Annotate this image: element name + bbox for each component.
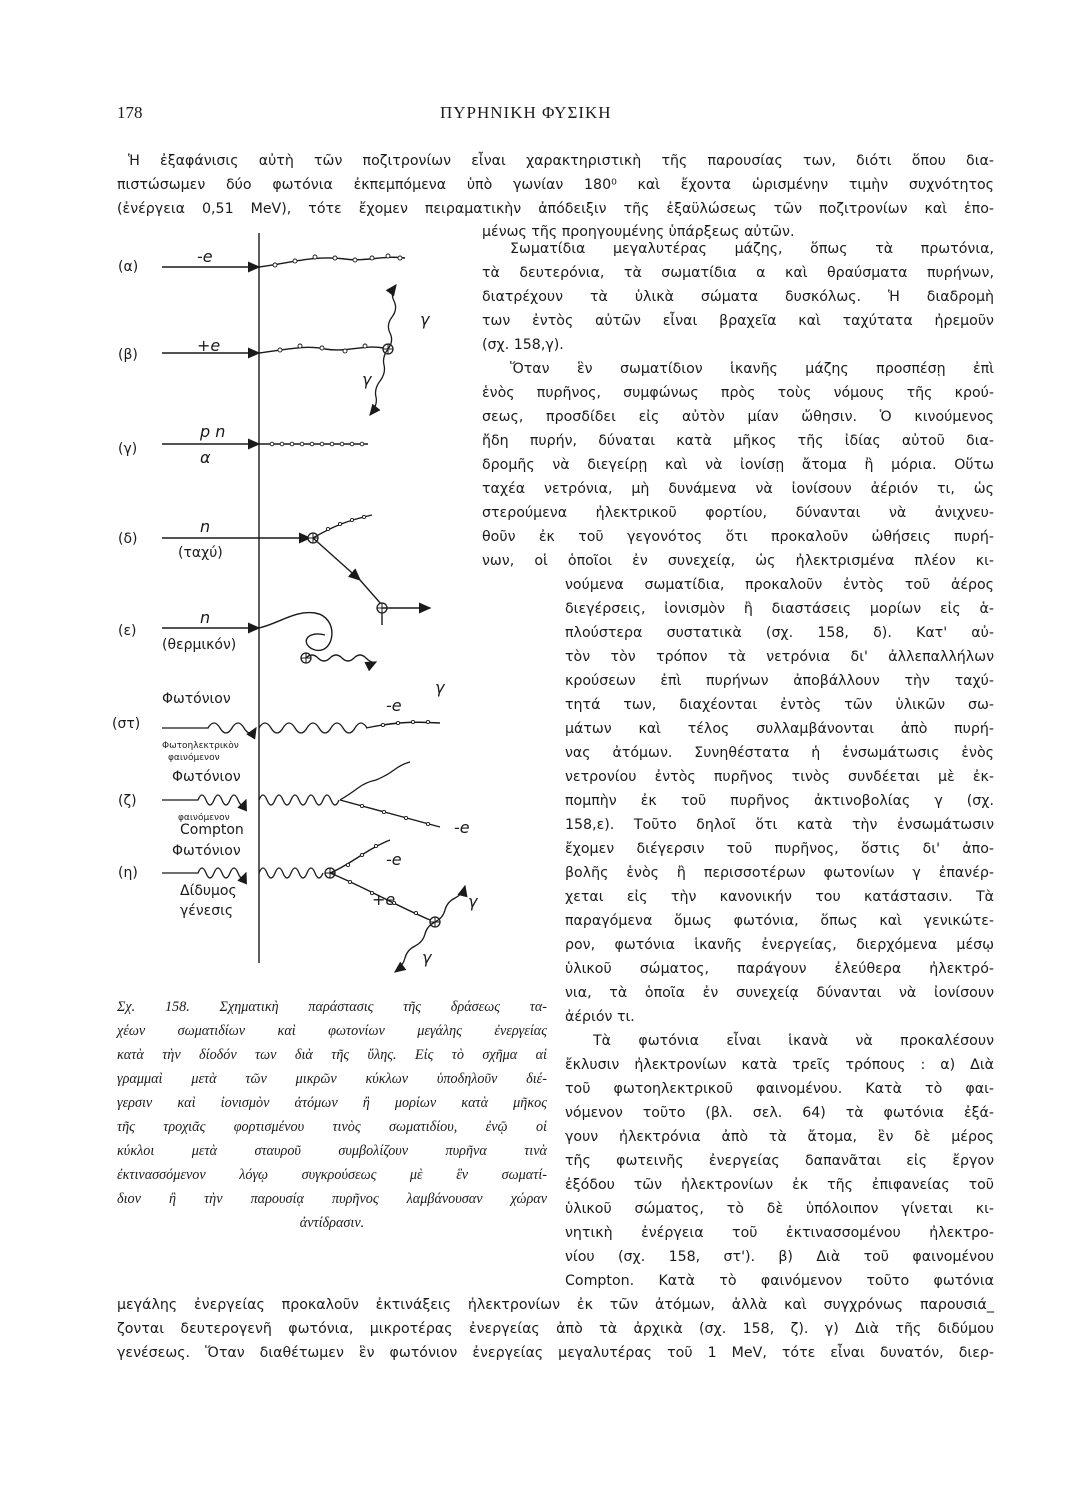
right-lower-line: νόμενον τοῦτο (βλ. σελ. 64) τὰ φωτόνια ἐξά- — [565, 1105, 994, 1121]
right-upper-line: νων, οἱ ὁποῖοι ἐν συνεχείᾳ, ὡς ἠλεκτρισμένα πλέον κι- — [482, 553, 994, 569]
right-lower-line: νίου (σχ. 158, στ'). β) Διὰ τοῦ φαινομένου — [565, 1249, 994, 1265]
figure-caption-line: ἀντίδρασιν. — [299, 1215, 365, 1231]
gamma-label: γ — [435, 678, 445, 697]
right-lower-line: ἔχομεν διέγερσιν τοῦ πυρῆνος, ὅστις δι' ἀπο- — [565, 841, 994, 857]
right-lower-line: παραγόμενα ὅμως φωτόνια, ὅπως καὶ γενικώτε- — [565, 913, 994, 929]
figure-caption-line: γερσιν καὶ ἰονισμὸν ἀτόμων ἢ μορίων κατὰ μῆκος — [117, 1095, 547, 1111]
figure-158-diagram — [100, 225, 480, 985]
right-lower-line: ρον, φωτόνια ἱκανῆς ἐνεργείας, διερχόμενα μέσῳ — [565, 937, 994, 953]
particle-label: Compton — [180, 822, 244, 838]
figure-caption-line: τῆς τροχιᾶς φορτισμένου τινὸς σωματιδίου, ἐνῷ οἱ — [117, 1119, 547, 1135]
particle-label: n — [200, 608, 211, 627]
particle-label: α — [200, 448, 211, 467]
intro-line-1: Ἡ ἐξαφάνισις αὐτὴ τῶν ποζιτρονίων εἶναι χαρακτηριστικὴ τῆς παρουσίας των, διότι ὅπου δια- — [128, 153, 994, 169]
right-lower-line: κρούσεων ἐπὶ πυρήνων ἀποβάλλουν τὴν ταχύ- — [565, 673, 994, 689]
right-lower-line: τὸν τὸν τρόπον τὰ νετρόνια δι' ἀλλεπαλλήλων — [565, 649, 994, 665]
right-lower-line: ἐξόδου τῶν ἠλεκτρονίων ἐκ τῆς ἐπιφανείας τοῦ — [565, 1177, 994, 1193]
particle-label: Φωτοηλεκτρικὸν — [162, 741, 239, 751]
right-lower-line: τοῦ φωτοηλεκτρικοῦ φαινομένου. Κατὰ τὸ φαι- — [565, 1081, 994, 1097]
right-lower-line: διεγέρσεις, ἰονισμὸν ἢ διαστάσεις μορίων εἰς ἁ- — [565, 601, 994, 617]
page-number: 178 — [117, 103, 143, 122]
right-lower-line: ἔκλυσιν ἠλεκτρονίων κατὰ τρεῖς τρόπους : α) Διὰ — [565, 1057, 994, 1073]
row-label: (ζ) — [118, 793, 137, 809]
figure-caption-line: Σχ. 158. Σχηματικὴ παράστασις τῆς δράσεως τα- — [117, 999, 547, 1015]
right-upper-line: στερούμενα ἠλεκτρικοῦ φορτίου, δύνανται νὰ ἀνιχνευ- — [482, 505, 994, 521]
right-upper-line: σεως, προσδίδει εἰς αὐτὸν μίαν ὤθησιν. Ὁ κινούμενος — [482, 409, 994, 425]
gamma-label: γ — [362, 370, 372, 389]
right-lower-line: νητικὴ ἐνέργεια τοῦ ἐκτινασσομένου ἠλεκτρο- — [565, 1225, 994, 1241]
right-lower-line: Compton. Κατὰ τὸ φαινόμενον τοῦτο φωτόνια — [565, 1273, 994, 1289]
right-upper-line: δρομῆς νὰ διεγείρῃ καὶ νὰ ἰονίσῃ ἄτομα ἢ μόρια. Οὕτω — [482, 457, 994, 473]
right-lower-line: νετρονίου ἐντὸς πυρῆνος τινὸς συνδέεται μὲ ἐκ- — [565, 769, 994, 785]
gamma-label: γ — [422, 948, 432, 967]
row-label: (η) — [118, 865, 138, 881]
right-lower-line: γουν ἠλεκτρόνια ἀπὸ τὰ ἄτομα, ἓν δὲ μέρος — [565, 1129, 994, 1145]
right-lower-line: τῆς φωτεινῆς ἐνεργείας δαπανᾶται εἰς ἔργον — [565, 1153, 994, 1169]
right-upper-line: ἤδη πυρήν, δύναται κατὰ μῆκος τῆς ἰδίας αὐτοῦ δια- — [482, 433, 994, 449]
right-lower-line: πλούστερα συστατικὰ (σχ. 158, δ). Κατ' αὐ- — [565, 625, 994, 641]
bottom-line: μεγάλης ἐνεργείας προκαλοῦν ἐκτινάξεις ἠλεκτρονίων ἐκ τῶν ἀτόμων, ἀλλὰ καὶ συγχρόνως παρουσιά_ — [117, 1297, 994, 1313]
particle-label: Φωτόνιον — [172, 769, 241, 785]
electron-label: -e — [386, 696, 402, 715]
right-upper-line: θοῦν ἐκ τοῦ γεγονότος ὅτι προκαλοῦν ὠθήσεις πυρή- — [482, 529, 994, 545]
row-label: (ε) — [118, 623, 137, 639]
row-label: (α) — [118, 259, 139, 275]
right-lower-line: πομπὴν ἐκ τοῦ πυρῆνος ἀκτινοβολίας γ (σχ. — [565, 793, 994, 809]
particle-label: Φωτόνιον — [172, 843, 241, 859]
figure-caption-line: χέων σωματιδίων καὶ φωτονίων μεγάλης ἐνεργείας — [117, 1023, 547, 1039]
right-upper-line: των ἐντὸς αὐτῶν εἶναι βραχεῖα καὶ ταχύτατα ἠρεμοῦν — [482, 313, 994, 329]
figure-caption-line: διον ἢ τὴν παρουσίᾳ πυρῆνος λαμβάνουσαν χώραν — [117, 1191, 547, 1207]
right-upper-line: τὰ δευτερόνια, τὰ σωματίδια α καὶ θραύσματα πυρήνων, — [482, 265, 994, 281]
gamma-label: γ — [420, 310, 430, 329]
particle-label: (ταχύ) — [178, 545, 223, 561]
right-upper-line: Ὅταν ἓν σωματίδιον ἱκανῆς μάζης προσπέσῃ ἐπὶ — [510, 361, 994, 377]
right-upper-line: μένως τῆς προηγουμένης ὑπάρξεως αὐτῶν. — [482, 224, 795, 240]
right-lower-line: ἀέριόν τι. — [565, 1009, 635, 1025]
particle-label: +e — [197, 336, 221, 355]
right-lower-line: μάτων καὶ τέλος συλλαμβάνονται ἀπὸ πυρή- — [565, 721, 994, 737]
bottom-line: ζονται δευτερογενῆ φωτόνια, μικροτέρας ἐνεργείας ἀπὸ τὰ ἀρχικὰ (σχ. 158, ζ). γ) Διὰ τῆς διδύμου — [117, 1321, 994, 1337]
right-upper-line: ταχέα νετρόνια, μὴ δυνάμενα νὰ ἰονίσουν ἀέριόν τι, ὡς — [482, 481, 994, 497]
right-lower-line: ὑλικοῦ σώματος, τὸ δὲ ὑπόλοιπον γίνεται κι- — [565, 1201, 994, 1217]
right-upper-line: Σωματίδια μεγαλυτέρας μάζης, ὅπως τὰ πρωτόνια, — [510, 241, 994, 257]
right-lower-line: ὑλικοῦ σώματος, παράγουν ἐλεύθερα ἠλεκτρό- — [565, 961, 994, 977]
particle-label: φαινόμενον — [168, 753, 220, 763]
figure-caption-line: γραμμαὶ μετὰ τῶν μικρῶν κύκλων ὑποδηλοῦν διέ- — [117, 1071, 547, 1087]
right-lower-line: νια, τὰ ὁποῖα ἐν συνεχείᾳ δύνανται νὰ ἰονίσουν — [565, 985, 994, 1001]
particle-label: φαινόμενον — [178, 813, 230, 823]
particle-label: γένεσις — [180, 903, 234, 919]
right-lower-line: χεται εἰς τὴν κανονικήν του κατάστασιν. Τὰ — [565, 889, 994, 905]
running-title: ΠΥΡΗΝΙΚΗ ΦΥΣΙΚΗ — [440, 103, 612, 122]
particle-label: Δίδυμος — [180, 883, 237, 899]
particle-label: (θερμικόν) — [162, 637, 237, 653]
right-lower-line: βολῆς ἑνὸς ἢ περισσοτέρων φωτονίων γ ἐπανέρ- — [565, 865, 994, 881]
particle-label: n — [200, 517, 211, 536]
ionization-track — [273, 254, 402, 267]
row-label: (β) — [118, 347, 138, 363]
bottom-line: γενέσεως. Ὅταν διαθέτωμεν ἓν φωτόνιον ἐνεργείας μεγαλυτέρας τοῦ 1 MeV, τότε εἶναι δυνατόν, διερ- — [117, 1345, 994, 1361]
right-lower-line: 158,ε). Τοῦτο δηλοῖ ὅτι κατὰ τὴν ἐνσωμάτωσιν — [565, 817, 994, 833]
right-lower-line: τητά των, διαχέονται ἐντὸς τῶν ὑλικῶν σω- — [565, 697, 994, 713]
row-label: (δ) — [118, 531, 138, 547]
gamma-label: γ — [468, 892, 478, 911]
particle-label: Φωτόνιον — [162, 691, 231, 707]
figure-caption-line: κατὰ τὴν δίοδόν των διὰ τῆς ὕλης. Εἰς τὸ σχῆμα αἱ — [117, 1047, 547, 1063]
electron-label: -e — [454, 818, 470, 837]
positron-label: +e — [372, 890, 396, 909]
figure-caption-line: ἐκτινασσόμενον λόγῳ συγκρούσεως μὲ ἓν σωματί- — [117, 1167, 547, 1183]
particle-label: p n — [200, 422, 226, 441]
row-label: (στ) — [112, 716, 141, 732]
right-lower-line: νούμενα σωματίδια, προκαλοῦν ἐντὸς τοῦ ἀέρος — [565, 577, 994, 593]
electron-label: -e — [386, 850, 402, 869]
row-label: (γ) — [118, 441, 138, 457]
right-upper-line: (σχ. 158,γ). — [482, 337, 564, 353]
right-lower-line: νας ἀτόμων. Συνηθέστατα ἡ ἐνσωμάτωσις ἑνὸς — [565, 745, 994, 761]
figure-caption-line: κύκλοι μετὰ σταυροῦ συμβολίζουν πυρῆνα τινὰ — [117, 1143, 547, 1159]
right-upper-line: διατρέχουν τὰ ὑλικὰ σώματα δυσκόλως. Ἡ διαδρομὴ — [482, 289, 994, 305]
intro-line-3: (ἐνέργεια 0,51 MeV), τότε ἔχομεν πειραματικὴν ἀπόδειξιν τῆς ἐξαϋλώσεως τῶν ποζιτρονίων καὶ ἑπο- — [117, 201, 994, 217]
right-upper-line: ἑνὸς πυρῆνος, συμφώνως πρὸς τοὺς νόμους τῆς κρού- — [482, 385, 994, 401]
intro-line-2: πιστώσωμεν δύο φωτόνια ἐκπεμπόμενα ὑπὸ γωνίαν 180⁰ καὶ ἔχοντα ὡρισμένην τιμὴν συχνότητος — [117, 177, 994, 193]
right-lower-line: Τὰ φωτόνια εἶναι ἱκανὰ νὰ προκαλέσουν — [593, 1033, 994, 1049]
particle-label: -e — [197, 247, 213, 266]
